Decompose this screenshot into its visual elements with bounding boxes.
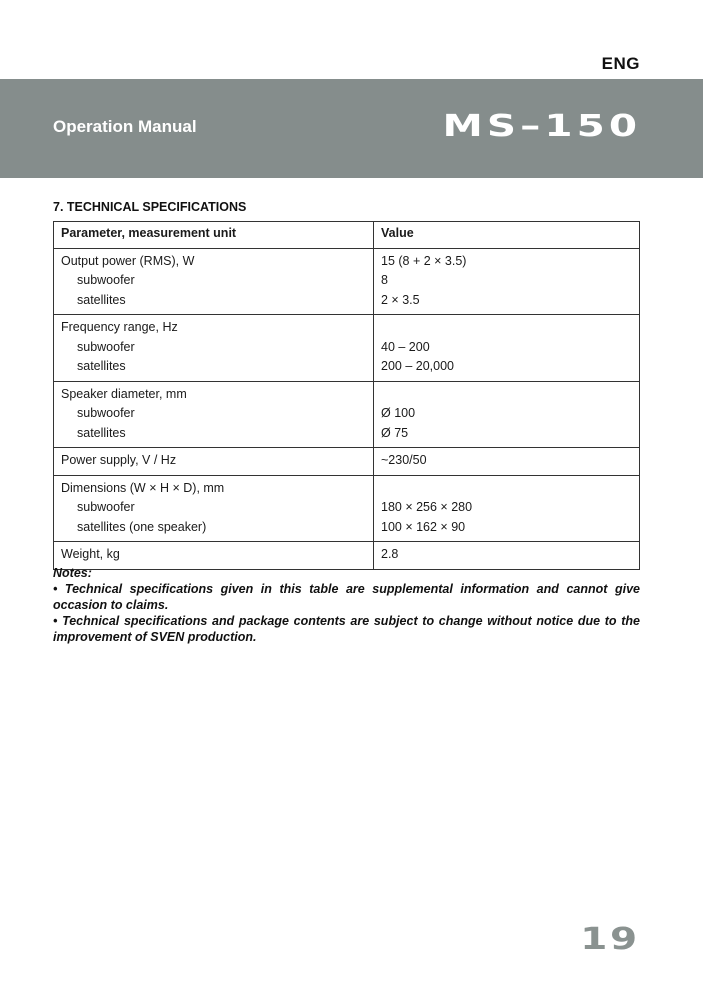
note-item: • Technical specifications and package contents are subject to change without notice due to the improvement of SVEN production. — [53, 614, 640, 644]
value-cell — [374, 448, 640, 476]
note-item: • Technical specifications given in this table are supplemental information and cannot give occasion to claims. — [53, 582, 640, 612]
parameter-cell — [54, 381, 374, 448]
notes-title: Notes: — [53, 566, 92, 580]
parameter-label: Dimensions (W × H × D), mm — [61, 480, 225, 495]
sub-parameter-value: 200 – 20,000 — [381, 359, 454, 373]
manual-title: Operation Manual — [53, 117, 197, 136]
parameter-value: 2.8 — [381, 547, 399, 561]
sub-parameter-label: satellites — [77, 425, 126, 440]
sub-parameter-value: Ø 100 — [381, 406, 416, 420]
sub-parameter-label: satellites — [77, 359, 126, 373]
value-cell — [374, 248, 640, 315]
table-body — [54, 248, 640, 569]
header-banner — [0, 79, 703, 178]
model-name: MS–150 — [442, 109, 641, 144]
parameter-label: Weight, kg — [61, 547, 120, 561]
sub-parameter-value: 180 × 256 × 280 — [381, 500, 473, 514]
parameter-label: Output power (RMS), W — [61, 253, 195, 268]
value-cell — [374, 315, 640, 382]
table-row — [54, 381, 640, 448]
notes-block — [53, 565, 640, 645]
parameter-cell — [54, 448, 374, 476]
parameter-label: Speaker diameter, mm — [61, 386, 187, 401]
sub-parameter-value: 2 × 3.5 — [381, 292, 420, 307]
value-cell — [374, 381, 640, 448]
page-number: 19 — [580, 922, 640, 957]
parameter-cell — [54, 248, 374, 315]
language-label: ENG — [601, 54, 640, 73]
column-header-parameter: Parameter, measurement unit — [54, 222, 374, 249]
parameter-label: Frequency range, Hz — [61, 320, 178, 334]
table-row — [54, 248, 640, 315]
sub-parameter-label: subwoofer — [77, 500, 135, 514]
parameter-value — [381, 318, 632, 338]
parameter-value: ~230/50 — [381, 453, 427, 467]
sub-parameter-value: Ø 75 — [381, 425, 409, 440]
sub-parameter-label: subwoofer — [77, 339, 135, 354]
sub-parameter-value: 100 × 162 × 90 — [381, 519, 466, 534]
table-row — [54, 448, 640, 476]
sub-parameter-value: 40 – 200 — [381, 339, 430, 354]
parameter-value — [381, 385, 632, 405]
specifications-table — [53, 221, 640, 570]
column-header-value: Value — [374, 222, 640, 249]
table-row — [54, 475, 640, 542]
sub-parameter-label: subwoofer — [77, 406, 135, 420]
section-heading: 7. TECHNICAL SPECIFICATIONS — [53, 200, 247, 214]
table-row — [54, 315, 640, 382]
parameter-cell — [54, 315, 374, 382]
sub-parameter-label: satellites (one speaker) — [77, 519, 207, 534]
table-header-row — [54, 222, 640, 249]
parameter-value: 15 (8 + 2 × 3.5) — [381, 253, 467, 268]
value-cell — [374, 475, 640, 542]
sub-parameter-label: satellites — [77, 292, 126, 307]
parameter-value — [381, 479, 632, 499]
parameter-cell — [54, 475, 374, 542]
sub-parameter-label: subwoofer — [77, 273, 135, 287]
sub-parameter-value: 8 — [381, 273, 388, 287]
parameter-label: Power supply, V / Hz — [61, 453, 177, 467]
